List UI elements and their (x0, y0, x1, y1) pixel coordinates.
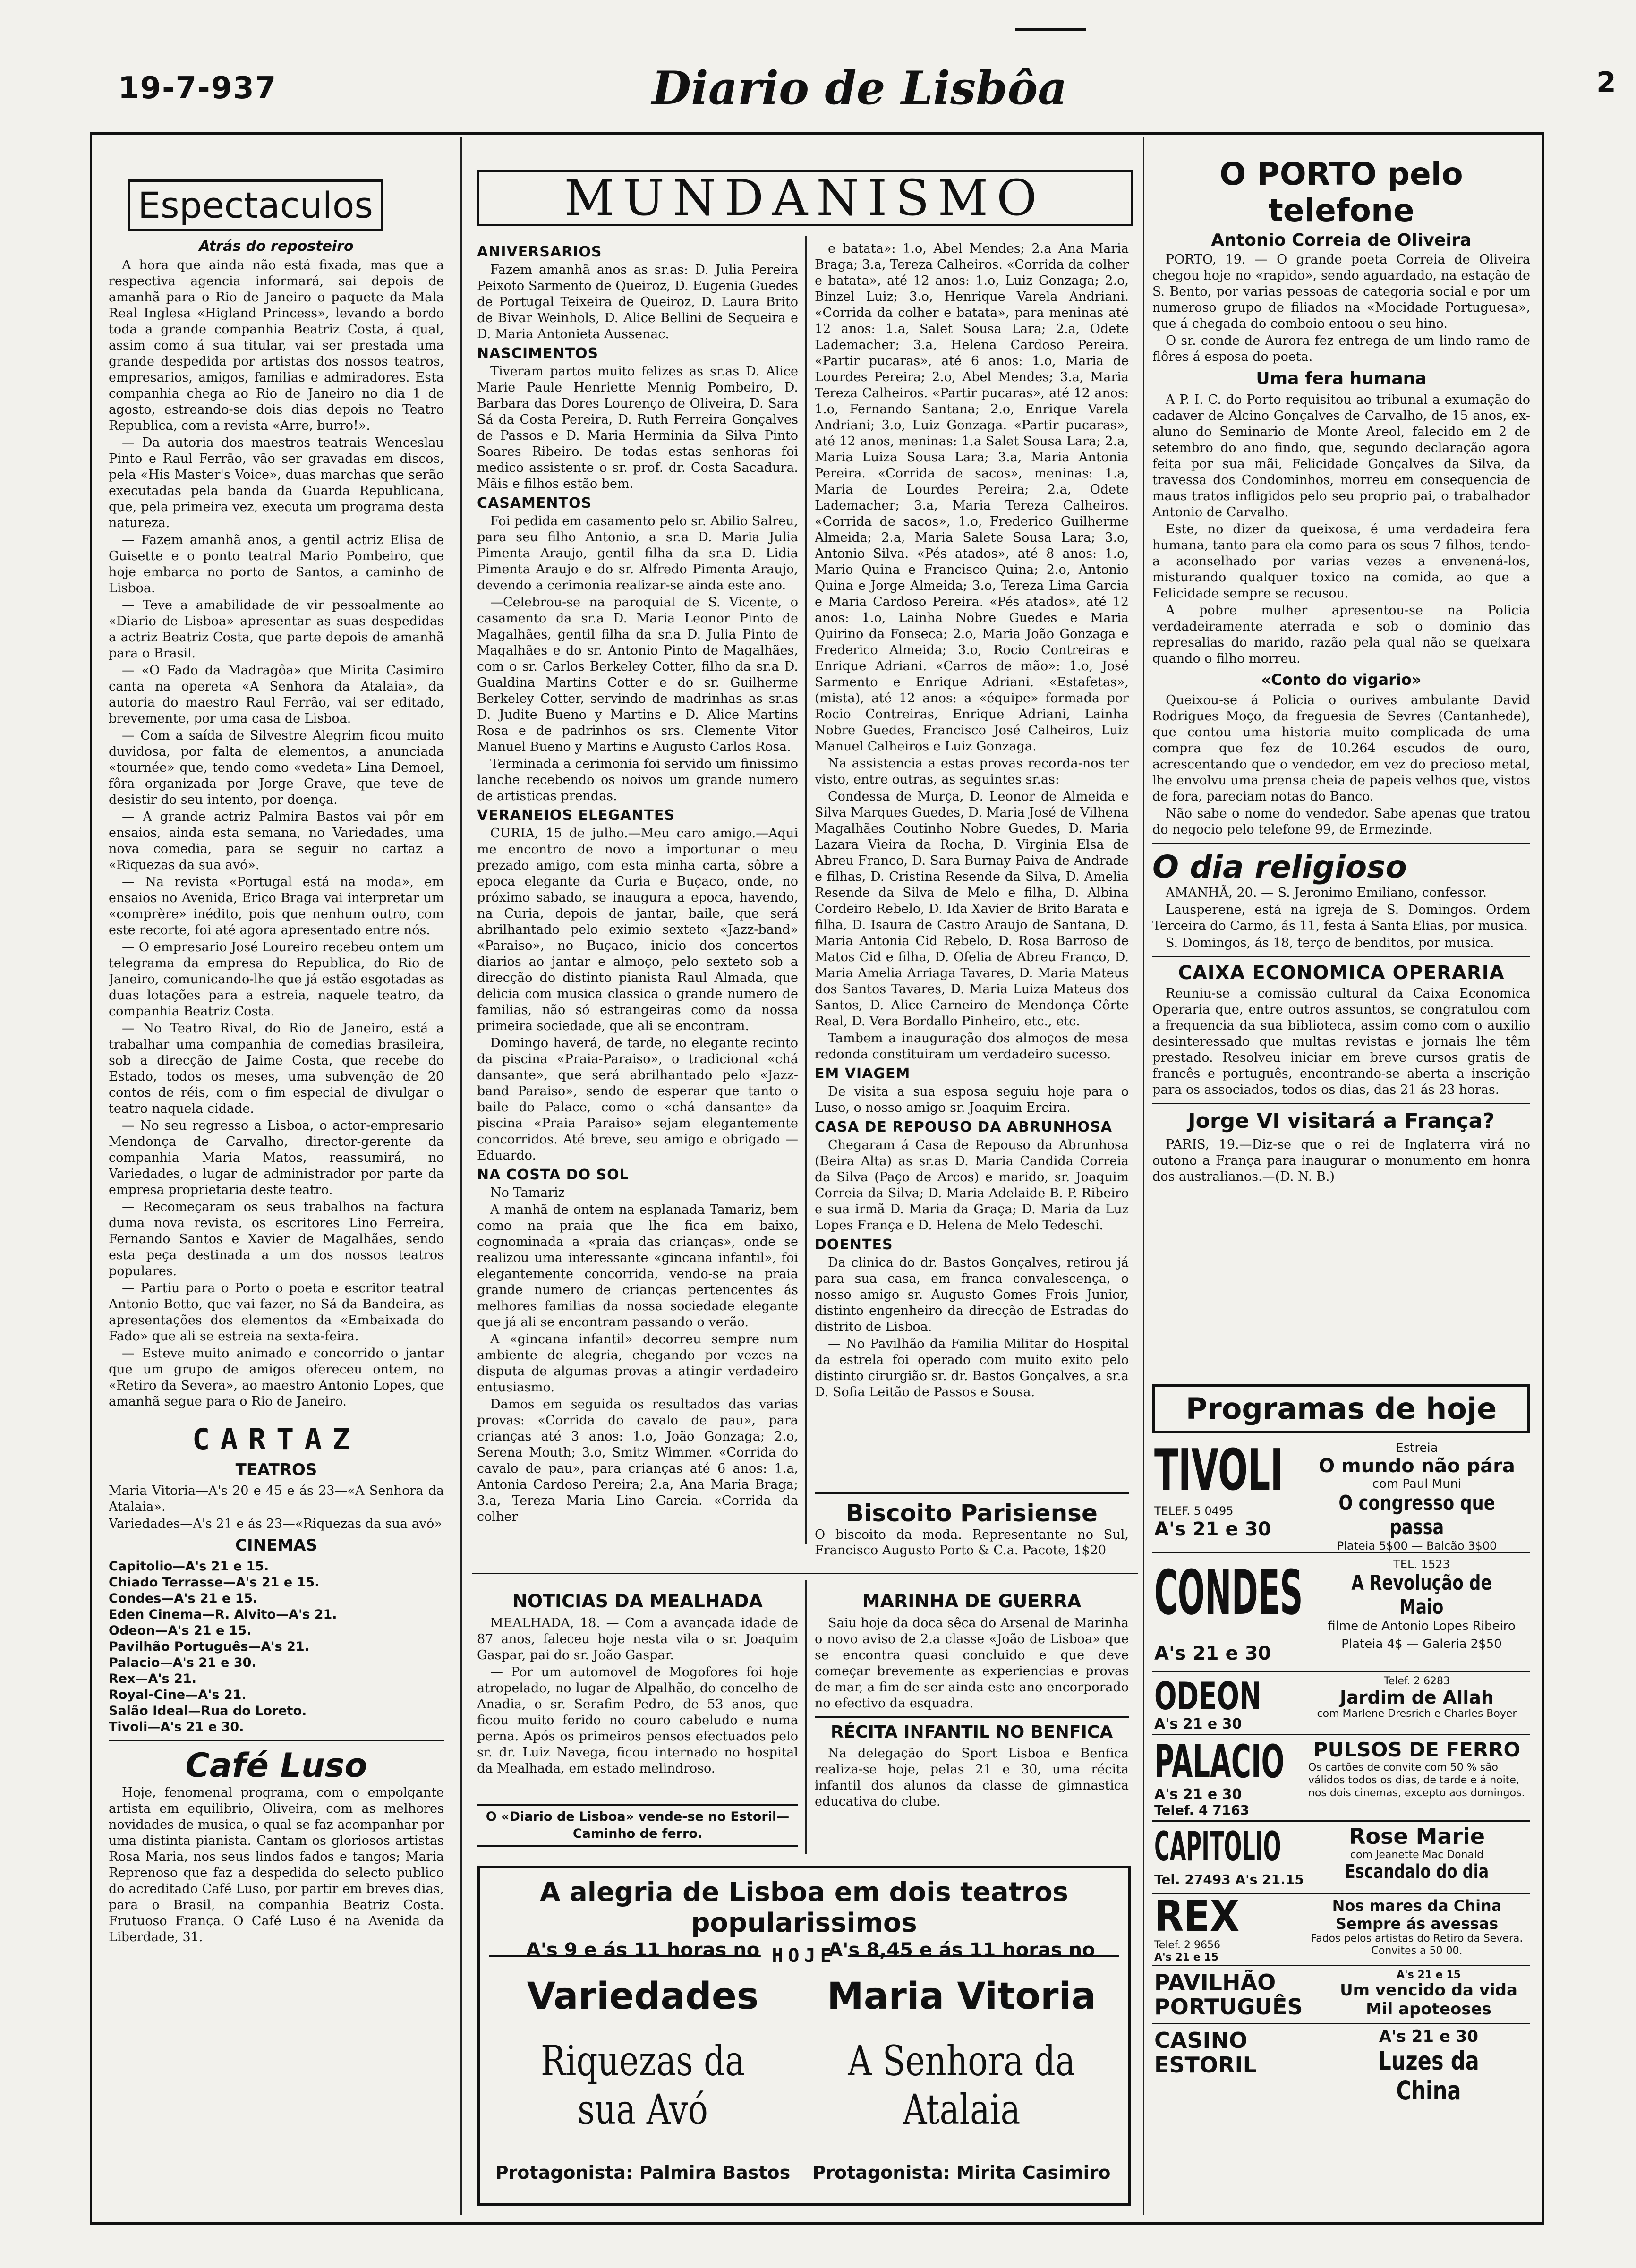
maria-vitoria-protagonist: Mirita Casimiro (956, 2162, 1111, 2183)
casino-name: CASINO ESTORIL (1154, 2028, 1257, 2078)
recita-title: RÉCITA INFANTIL NO BENFICA (830, 1722, 1113, 1742)
cartaz-teatro-item: Variedades—A's 21 e ás 23—«Riquezas da sua avó» (109, 1517, 442, 1531)
cinemas-list (109, 1559, 444, 1735)
condes-time: A's 21 e 30 (1154, 1643, 1271, 1664)
odeon-ad (1152, 1672, 1530, 1735)
espectaculos-title: Espectaculos (128, 179, 383, 231)
mundanismo-paragraph: Tiveram partos muito felizes as sr.as D. Alice Marie Paule Henriette Mennig Pombeiro, D. Barbara das Dores Lourenço de Oliveira, D. Sara Sá da Costa Pereira, D. Ruth Ferreira Gonçalves de Passos e D. Maria Herminia da Silva Pinto Soares Ribeiro. De todas estas senhoras foi medico assistente o sr. prof. dr. Costa Sacadura. Mãis e filhos estão bem. (477, 364, 798, 491)
espectaculos-paragraph: — O empresario José Loureiro recebeu ontem um telegrama da empresa do Republica, do Rio de Janeiro, comunicando-lhe que já estão esgotadas as duas lotações para a estreia, naquele teatro, da companhia Beatriz Costa. (109, 940, 444, 1019)
issue-date: 19-7-937 (118, 71, 277, 106)
porto-p3: A P. I. C. do Porto requisitou ao tribunal a exumação do cadaver de Alcino Gonçalves de Carvalho, de 15 anos, ex-aluno do Seminario de Monte Areol, falecido em 2 de setembro do ano findo, que, segundo declaração agora feita por sua mãi, Felicidade Gonçalves da Silva, da travessa dos Condominhos, morreu em consequencia de maus tratos infligidos pelo seu proprio pai, o trabalhador Antonio de Carvalho. (1152, 392, 1530, 520)
cartaz-cinema-item: Rex—A's 21. (109, 1671, 196, 1686)
cartaz-cinema-item: Capitolio—A's 21 e 15. (109, 1559, 269, 1574)
mundanismo-paragraph: Na assistencia a estas provas recorda-nos ter visto, entre outras, as seguintes sr.as: (815, 756, 1129, 787)
right-column (1152, 156, 1530, 1379)
porto-heading-3: «Conto do vigario» (1261, 671, 1422, 689)
divider (1152, 956, 1530, 957)
mundanismo-paragraph: Domingo haverá, de tarde, no elegante recinto da piscina «Praia-Paraiso», o tradicional «chá dansante», que será abrilhantado pelo «Jazz-band Paraiso», sendo de esperar que tanto o baile do Palace, como o «chá dansante» da piscina «Praia Paraiso» sejam elegantemente concorridos. Até breve, seu amigo e obrigado — Eduardo. (477, 1036, 798, 1163)
capitolio-name: CAPITOLIO (1154, 1823, 1281, 1870)
palacio-name: PALACIO (1154, 1735, 1285, 1788)
jorge-text: PARIS, 19.—Diz-se que o rei de Inglaterra virá no outono a França para inaugurar o monumento em honra dos australianos.—(D. N. B.) (1152, 1137, 1530, 1184)
palacio-text: Os cartões de convite com 50 % são válidos todos os dias, de tarde e á noite, nos dois cinemas, excepto aos domingos. (1308, 1762, 1525, 1799)
rex-film: Nos mares da China (1332, 1897, 1502, 1915)
maria-vitoria-name: Maria Vitoria (827, 1975, 1096, 2018)
porto-p1: PORTO, 19. — O grande poeta Correia de Oliveira chegou hoje no «rapido», sendo aguardado, na estação de S. Bento, por varias pessoas de categoria social e por um numeroso grupo de filiados na «Mocidade Portuguesa», que á chegada do comboio entoou o seu hino. (1152, 252, 1530, 331)
mundanismo-paragraph: No Tamariz (490, 1185, 565, 1200)
mundanismo-paragraph: Condessa de Murça, D. Leonor de Almeida e Silva Marques Guedes, D. Maria José de Vilhena Magalhães Coutinho Nobre Guedes, D. Maria Lazara Vieira da Rocha, D. Virginia Elsa de Abreu Franco, D. Sara Burnay Paiva de Andrade e filhas, D. Cristina Resende da Silva, D. Amelia Resende da Silva de Melo e filha, D. Albina Cordeiro Rebelo, D. Ida Xavier de Brito Barata e filha, D. Isaura de Castro Araujo de Santana, D. Maria Antonia Cid Rebelo, D. Rosa Barroso de Matos Cid e filha, D. Ofelia de Abreu Franco, D. Maria Amelia Arriaga Tavares, D. Maria Mateus dos Santos Tavares, D. Maria Luiza Mateus dos Santos, D. Alice Carneiro de Mendonça Côrte Real, D. Vera Bordallo Pinheiro, etc., etc. (815, 789, 1129, 1029)
espectaculos-paragraph: — Teve a amabilidade de vir pessoalmente ao «Diario de Lisboa» apresentar as suas despedidas a actriz Beatriz Costa, que parte depois de amanhã para o Brasil. (109, 598, 444, 661)
masthead-title: Diario de Lisbôa (652, 61, 1067, 115)
theatres-ad-headline: A alegria de Lisboa em dois teatros popularissimos (540, 1877, 1068, 1938)
espectaculos-paragraph: — Esteve muito animado e concorrido o jantar que um grupo de amigos ofereceu ontem, no «Retiro da Severa», ao maestro Antonio Lopes, que amanhã segue para o Rio de Janeiro. (109, 1346, 444, 1409)
variedades-protagonist-label: Protagonista: (495, 2162, 633, 2183)
variedades-time: A's 9 e ás 11 horas no (526, 1939, 760, 1961)
espectaculos-paragraph: — Partiu para o Porto o poeta e escritor teatral Antonio Botto, que vai fazer, no Sá da Bandeira, as apresentações dos elementos da «Embaixada do Fado» que ali se estreia na sexta-feira. (109, 1281, 444, 1344)
condes-tel: TEL. 1523 (1393, 1558, 1450, 1571)
espectaculos-paragraph: — Da autoria dos maestros teatrais Wenceslau Pinto e Raul Ferrão, vão ser gravadas em discos, pela «His Master's Voice», duas marchas que serão executadas pela banda da Guarda Republicana, que, pela primeira vez, executa um programa desta natureza. (109, 435, 444, 530)
marinha-title: MARINHA DE GUERRA (862, 1591, 1082, 1611)
porto-p6: Queixou-se á Policia o ourives ambulante David Rodrigues Moço, da freguesia de Sevres (Cantanhede), que contou uma historia muito complicada de uma compra que fez de 10.264 escudos de ouro, acrescentando que o vendedor, em vez do precioso metal, lhe envolvu uma prensa cheia de papeis velhos que, vistos de fora, pareciam notas do Banco. (1152, 693, 1530, 804)
mundanismo-paragraph: —Celebrou-se na paroquial de S. Vicente, o casamento da sr.a D. Maria Leonor Pinto de Magalhães, gentil filha da sr.a D. Julia Pinto de Magalhães e do sr. Antonio Pinto de Magalhães, com o sr. Carlos Berkeley Cotter, filho da sr.a D. Gualdina Martins Cotter e do sr. Guilherme Berkeley Cotter, servindo de madrinhas as sr.as D. Judite Bueno y Martins e D. Alice Martins Rosa e de padrinhos os srs. Clemente Vitor Manuel Bueno y Martins e Augusto Carlos Rosa. (477, 595, 798, 754)
divider (1152, 1103, 1530, 1104)
rex-tel: Telef. 2 9656 (1154, 1939, 1220, 1951)
casino-time: A's 21 e 30 (1379, 2027, 1479, 2046)
mundanismo-paragraph: Fazem amanhã anos as sr.as: D. Julia Pereira Peixoto Sarmento de Queiroz, D. Eugenia Guedes de Portugal Teixeira de Queiroz, D. Laura Brito de Bivar Weinhols, D. Alice Bellini de Sequeira e D. Maria Antonieta Aussenac. (477, 263, 798, 341)
maria-vitoria-time: A's 8,45 e ás 11 horas no (828, 1939, 1095, 1961)
mundanismo-section-heading: ANIVERSARIOS (477, 244, 602, 260)
cartaz-cinema-item: Eden Cinema—R. Alvito—A's 21. (109, 1607, 337, 1622)
cartaz-cinema-item: Odeon—A's 21 e 15. (109, 1623, 252, 1638)
palacio-film: PULSOS DE FERRO (1313, 1738, 1521, 1761)
teatros-list (109, 1483, 444, 1532)
mundanismo-section-heading: DOENTES (815, 1236, 893, 1253)
cartaz-title: CARTAZ (192, 1422, 360, 1457)
variedades-play: Riquezas da sua Avó (540, 2037, 745, 2134)
rex-name: REX (1154, 1892, 1240, 1941)
maria-vitoria-ad (806, 1939, 1117, 2183)
mundanismo-paragraph: Tambem a inauguração dos almoços de mesa redonda constituiram um verdadeiro sucesso. (815, 1031, 1129, 1062)
mundanismo-paragraph: — No Pavilhão da Familia Militar do Hospital da estrela foi operado com muito exito pelo distinto cirurgião sr. dr. Bastos Gonçalves, a sr.a D. Sofia Leitão de Passos e Sousa. (815, 1337, 1129, 1399)
capitolio-tel: Tel. 27493 (1154, 1872, 1231, 1887)
dia-religioso-p3: S. Domingos, ás 18, terço de benditos, por musica. (1166, 936, 1494, 950)
mundanismo-section-heading: CASA DE REPOUSO DA ABRUNHOSA (815, 1119, 1112, 1135)
cartaz-cinema-item: Salão Ideal—Rua do Loreto. (109, 1704, 307, 1718)
rex-time: A's 21 e 15 (1154, 1952, 1218, 1963)
porto-heading-2: Uma fera humana (1256, 369, 1427, 388)
condes-prices: Plateia 4$ — Galeria 2$50 (1341, 1637, 1502, 1651)
cartaz-cinema-item: Royal-Cine—A's 21. (109, 1688, 247, 1702)
mealhada-text: MEALHADA, 18. — Com a avançada idade de 87 anos, faleceu hoje nesta vila o sr. Joaquim Gaspar, pai do sr. João Gaspar. (477, 1616, 798, 1663)
espectaculos-column (109, 179, 444, 2206)
marinha-text: Saiu hoje da doca sêca do Arsenal de Marinha o novo aviso de 2.a classe «João de Lisboa» que se encontra quasi concluido e que deve começar brevemente as experiencias e provas de mar, a fim de ser ainda este ano encorporado no efectivo da esquadra. (815, 1616, 1129, 1711)
mealhada-title: NOTICIAS DA MEALHADA (512, 1591, 763, 1611)
teatros-heading: TEATROS (235, 1460, 317, 1479)
espectaculos-paragraph: — No seu regresso a Lisboa, o actor-empresario Mendonça de Carvalho, director-gerente da companhia Maria Matos, reassumirá, no Variedades, o lugar de administrador por parte da empresa proprietaria deste teatro. (109, 1118, 444, 1197)
odeon-film: Jardim de Allah (1340, 1687, 1494, 1708)
mundanismo-section-heading: NASCIMENTOS (477, 345, 599, 362)
cafe-luso-title: Café Luso (185, 1746, 367, 1785)
espectaculos-body (109, 257, 444, 1410)
cartaz-cinema-item: Condes—A's 21 e 15. (109, 1591, 258, 1606)
mundanismo-paragraph: De visita a sua esposa seguiu hoje para o Luso, o nosso amigo sr. Joaquim Ercira. (815, 1084, 1129, 1115)
condes-film: A Revolução de Maio (1351, 1571, 1492, 1619)
espectaculos-paragraph: — Na revista «Portugal está na moda», em ensaios no Avenida, Erico Braga vai interpretar um «comprère» inédito, pois que nenhum outro, com este recorte, foi até agora apresentado entre nós. (109, 875, 444, 938)
variedades-protagonist: Palmira Bastos (639, 2162, 791, 2183)
tivoli-time: A's 21 e 30 (1154, 1518, 1271, 1540)
porto-p5: A pobre mulher apresentou-se na Policia verdadeiramente aterrada e sob o dominio das represalias do marido, razão pela qual não se queixara quando o filho morreu. (1152, 603, 1530, 666)
mundanismo-section-heading: VERANEIOS ELEGANTES (477, 807, 675, 824)
capitolio-cast: com Jeanette Mac Donald (1350, 1849, 1484, 1861)
rex-ad (1152, 1894, 1530, 1966)
theatres-ad-hoje: HOJE (760, 1945, 847, 1967)
variedades-name: Variedades (527, 1975, 759, 2018)
dia-religioso-p2: Lausperene, está na igreja de S. Domingos. Ordem Terceira do Carmo, ás 11, festa á Santa Elias, por musica. (1152, 903, 1530, 933)
pavilhao-film: Um vencido da vida (1340, 1981, 1517, 2000)
jorge-title: Jorge VI visitará a França? (1188, 1109, 1495, 1133)
espectaculos-paragraph: A hora que ainda não está fixada, mas que a respectiva agencia informará, sai depois de amanhã para o Rio de Janeiro o paquete da Mala Real Inglesa «Higland Princess», levando a bordo toda a grande companhia Beatriz Costa, á qual, assim como á sua titular, vai ser prestada uma grande despedida por artistas dos nossos teatros, empresarios, amigos, familias e admiradores. Esta companhia chega ao Rio de Janeiro no dia 1 de agosto, estreando-se dois dias depois no Teatro Republica, com a revista «Arre, burro!». (109, 258, 444, 433)
espectaculos-paragraph: — «O Fado da Madragôa» que Mirita Casimiro canta na opereta «A Senhora da Atalaia», da autoria do maestro Raul Ferrão, vai ser editado, brevemente, por uma casa de Lisboa. (109, 663, 444, 726)
pavilhao-time: A's 21 e 15 (1397, 1969, 1461, 1981)
porto-byline: Antonio Correia de Oliveira (1211, 230, 1472, 250)
cartaz-cinema-item: Pavilhão Português—A's 21. (109, 1639, 309, 1654)
dia-religioso-title: O dia religioso (1152, 849, 1407, 885)
tivoli-tel: TELEF. 5 0495 (1154, 1504, 1234, 1518)
espectaculos-paragraph: — Com a saída de Silvestre Alegrim ficou muito duvidosa, por falta de elementos, a anunciada «tournée» que, tendo como «vedeta» Lina Demoel, fôra organizada por Jorge Grave, que teve de desistir do seu intento, por doença. (109, 728, 444, 807)
tivoli-name: TIVOLI (1154, 1438, 1284, 1503)
capitolio-ad (1152, 1822, 1530, 1894)
mundanismo-paragraph: e batata»: 1.o, Abel Mendes; 2.a Ana Maria Braga; 3.a, Tereza Calheiros. «Corrida da colher e batata», até 12 anos: 1.o, Luiz Gonzaga; 2.o, Binzel Luiz; 3.o, Henrique Varela Andriani. «Corrida da colher e batata», para meninas até 12 anos: 1.a, Salet Sousa Lara; 2.a, Odete Lademacher; 3.a, Helena Cardoso Pereira. «Partir pucaras», até 6 anos: 1.o, Maria de Lourdes Pereira; 2.o, Abel Mendes; 3.a, Maria Tereza Calheiros. «Partir pucaras», até 12 anos: 1.o, Fernando Santana; 2.o, Enrique Varela Andriani; 3.o, Luiz Gonzaga. «Partir pucaras», até 12 anos, meninas: 1.a Salet Sousa Lara; 2.a, Maria Luiza Sousa Lara; 3.a, Maria Antonia Pereira. «Corrida de sacos», meninas: 1.a, Maria de Lourdes Pereira; 2.a, Odete Lademacher; 3.a, Maria Tereza Calheiros. «Corrida de sacos», 1.o, Frederico Guilherme Almeida; 2.a, Maria Salete Sousa Lara; 3.o, Antonio Silva. «Pés atados», até 8 anos: 1.o, Mario Quina e Francisco Quina; 2.o, Antonio Quina e Jorge Almeida; 3.o, Tereza Lima Garcia e Maria Cardoso Pereira. «Pés atados», até 12 anos: 1.o, Lainha Nobre Guedes e Maria Quirino da Fonseca; 2.o, Maria João Gonzaga e Frederico Almeida; 3.o, Rocio Contreiras e Enrique Adriani. «Carros de mão»: 1.o, José Sarmento e Enrique Adriani. «Estafetas», (mista), até 12 anos: a «équipe» formada por Rocio Contreiras, Enrique Adriani, Lainha Nobre Guedes, Francisco José Calheiros, Luiz Manuel Calheiros e Luiz Gonzaga. (815, 241, 1129, 754)
odeon-time: A's 21 e 30 (1154, 1716, 1242, 1732)
odeon-tel: Telef. 2 6283 (1384, 1675, 1450, 1687)
mundanismo-paragraph: Da clinica do dr. Bastos Gonçalves, retirou já para sua casa, em franca convalescença, o nosso amigo sr. Augusto Gomes Frois Junior, distinto engenheiro da direcção de Estradas do distrito de Lisboa. (815, 1255, 1129, 1334)
tivoli-film-2: O congresso que passa (1338, 1491, 1495, 1539)
biscoito-title: Biscoito Parisiense (846, 1500, 1098, 1527)
espectaculos-subtitle: Atrás do reposteiro (199, 238, 354, 255)
mundanismo-title: MUNDANISMO (477, 170, 1133, 226)
recita-text: Na delegação do Sport Lisboa e Benfica realiza-se hoje, pelas 21 e 30, uma récita infantil dos alunos da classe de gimnastica educativa do clube. (815, 1746, 1129, 1809)
espectaculos-paragraph: — No Teatro Rival, do Rio de Janeiro, está a trabalhar uma companhia de comedias brasileira, sob a direcção de Jaime Costa, que recebe do Estado, todos os meses, uma subvenção de 20 contos de réis, com o fim especial de divulgar o teatro naquela cidade. (109, 1021, 444, 1116)
cartaz-teatro-item: Maria Vitoria—A's 20 e 45 e ás 23—«A Senhora da Atalaia». (109, 1484, 444, 1514)
mundanismo-section-heading: EM VIAGEM (815, 1066, 911, 1082)
dia-religioso-p1: AMANHÃ, 20. — S. Jeronimo Emiliano, confessor. (1166, 886, 1487, 900)
tivoli-prices: Plateia 5$00 — Balcão 3$00 (1337, 1539, 1497, 1552)
cartaz-cinema-item: Chiado Terrasse—A's 21 e 15. (109, 1575, 320, 1590)
condes-name: CONDES (1154, 1557, 1303, 1629)
tivoli-film: O mundo não pára (1319, 1455, 1515, 1477)
mundanismo-paragraph: Damos em seguida os resultados das varias provas: «Corrida do cavalo de pau», para crianças até 3 anos: 1.o, João Gonzaga; 2.o, Serena Mouth; 3.o, Smitz Wimmer. «Corrida do cavalo de pau», para crianças até 6 anos: 1.a, Antonia Cardoso Pereira; 2.a, Ana Maria Braga; 3.a, Tereza Maria Lino Garcia. «Corrida da colher (477, 1397, 798, 1524)
page-number: 2 (1596, 66, 1616, 99)
casino-film: Luzes da China (1378, 2046, 1479, 2106)
mundanismo-section-heading: CASAMENTOS (477, 495, 592, 512)
caixa-title: CAIXA ECONOMICA OPERARIA (1178, 962, 1505, 984)
mundanismo-paragraph: Terminada a cerimonia foi servido um finissimo lanche recebendo os noivos um grande numero de artisticas prendas. (477, 757, 798, 803)
cartaz-cinema-item: Palacio—A's 21 e 30. (109, 1655, 256, 1670)
theatres-ad (477, 1866, 1131, 2206)
pavilhao-ad (1152, 1966, 1530, 2024)
espectaculos-paragraph: — Fazem amanhã anos, a gentil actriz Elisa de Guisette e o ponto teatral Mario Pombeiro, que hoje embarca no porto de Santos, a caminho de Lisboa. (109, 533, 444, 596)
espectaculos-paragraph: — A grande actriz Palmira Bastos vai pôr em ensaios, ainda esta semana, no Variedades, uma nova comedia, para se seguir no cartaz a «Riquezas da sua avó». (109, 810, 444, 872)
capitolio-time: A's 21.15 (1235, 1872, 1304, 1887)
palacio-ad (1152, 1735, 1530, 1822)
odeon-name: ODEON (1154, 1674, 1261, 1718)
mundanismo-paragraph: CURIA, 15 de julho.—Meu caro amigo.—Aqui me encontro de novo a importunar o meu prezado amigo, com esta minha carta, sôbre a epoca elegante da Curia e Buçaco, onde, no próximo sabado, se inaugura a epoca, havendo, na Curia, depois de jantar, baile, que será abrilhantado pelo eximio sexteto «Jazz-band» «Paraiso», no Buçaco, inicio dos concertos diarios ao jantar e almoço, pelo sexteto sob a direcção do distinto pianista Raul Almada, que delicia com musica classica o grande numero de familias, não só estrangeiras como da nossa primeira sociedade, que ali se encontram. (477, 826, 798, 1033)
caixa-text: Reuniu-se a comissão cultural da Caixa Economica Operaria que, entre outros assuntos, se congratulou com a frequencia da sua biblioteca, assim como com o auxilio desinteressado que multas revistas e jornais lhe têm prestado. Resolveu iniciar em breve cursos gratis de francês e português, encontrando-se aberta a inscrição para os associados, todos os dias, das 21 ás 23 horas. (1152, 986, 1530, 1097)
tivoli-cast: com Paul Muni (1372, 1477, 1462, 1491)
casino-ad (1152, 2024, 1530, 2106)
marinha-article (815, 1587, 1129, 1842)
mundanismo-col1 (477, 241, 798, 1559)
rex-film-2: Sempre ás avessas (1335, 1915, 1499, 1933)
condes-credit: filme de Antonio Lopes Ribeiro (1328, 1619, 1516, 1633)
tivoli-estreia: Estreia (1396, 1441, 1438, 1455)
palacio-time: A's 21 e 30 (1154, 1786, 1242, 1803)
variedades-ad (489, 1939, 796, 2183)
odeon-cast: com Marlene Dresrich e Charles Boyer (1317, 1708, 1517, 1720)
cafe-luso-text: Hoje, fenomenal programa, com o empolgante artista em equilibrio, Oliveira, com as melhores novidades de musica, o qual se faz acompanhar por uma distinta pianista. Cantam os gloriosos artistas Rosa Maria, nos seus lindos fados e tangos; Maria Reprenoso que faz a despedida do selecto publico do acreditado Café Luso, por partir em breves dias, para o Brasil, na companhia Beatriz Costa. Frutuoso França. O Café Luso é na Avenida da Liberdade, 31. (109, 1785, 444, 1944)
mealhada-text-2: — Por um automovel de Mogofores foi hoje atropelado, no lugar de Alpalhão, do concelho de Anadia, o sr. Serafim Pedro, de 53 anos, que ficou muito ferido no couro cabeludo e numa perna. Após os primeiros pensos efectuados pelo sr. dr. Luiz Navega, ficou internado no hospital da Mealhada, em estado melindroso. (477, 1665, 798, 1776)
maria-vitoria-play: A Senhora da Atalaia (848, 2037, 1075, 2134)
column-rule (805, 1580, 807, 1854)
estoril-note: O «Diario de Lisboa» vende-se no Estoril—Caminho de ferro. (477, 1804, 798, 1847)
mundanismo-section-heading: NA COSTA DO SOL (477, 1167, 629, 1183)
divider (815, 1716, 1129, 1718)
palacio-tel: Telef. 4 7163 (1154, 1802, 1250, 1818)
pavilhao-film-2: Mil apoteoses (1366, 2000, 1491, 2019)
mundanismo-paragraph: Chegaram á Casa de Repouso da Abrunhosa (Beira Alta) as sr.as D. Maria Candida Correia da Silva (Paço de Arcos) e marido, sr. Joaquim Correia da Silva; D. Maria Adelaide B. P. Ribeiro e sua irmã D. Maria da Graça; D. Maria da Luz Lopes França e D. Helena de Melo Tedeschi. (815, 1138, 1129, 1233)
programas-block (1152, 1384, 1530, 2206)
mealhada-article (477, 1587, 798, 1795)
column-rule (1143, 137, 1144, 2215)
mundanismo-paragraph: Foi pedida em casamento pelo sr. Abilio Salreu, para seu filho Antonio, a sr.a D. Maria Julia Pimenta Araujo, gentil filha da sr.a D. Lidia Pimenta Araujo e do sr. Alfredo Pimenta Araujo, devendo a cerimonia realizar-se ainda este ano. (477, 514, 798, 593)
espectaculos-paragraph: — Recomeçaram os seus trabalhos na factura duma nova revista, os escritores Lino Ferreira, Fernando Santos e Xavier de Magalhães, sendo esta peça destinada a um dos nossos teatros populares. (109, 1200, 444, 1279)
mundanismo-paragraph: A manhã de ontem na esplanada Tamariz, bem como na praia que lhe fica em baixo, cognominada a «praia das crianças», onde se realizou uma interessante «gincana infantil», foi elegantemente concorrida, vendo-se na praia grande numero de crianças pertencentes ás melhores familias da nossa sociedade elegante que já ali se encontram passando o verão. (477, 1202, 798, 1330)
mundanismo-col2 (815, 241, 1129, 1488)
porto-title: O PORTO pelo telefone (1219, 156, 1463, 229)
masthead-mark (1015, 28, 1086, 31)
cartaz-cinema-item: Tivoli—A's 21 e 30. (109, 1720, 244, 1734)
porto-p2: O sr. conde de Aurora fez entrega de um lindo ramo de flôres á esposa do poeta. (1152, 333, 1530, 364)
capitolio-film: Rose Marie (1348, 1824, 1485, 1849)
cinemas-heading: CINEMAS (235, 1536, 317, 1555)
tivoli-ad (1152, 1433, 1530, 1553)
biscoito-text: O biscoito da moda. Representante no Sul, Francisco Augusto Porto & C.a. Pacote, 1$20 (815, 1527, 1129, 1558)
divider (472, 1573, 1138, 1574)
condes-ad (1152, 1553, 1530, 1672)
divider (1152, 843, 1530, 844)
mundanismo-paragraph: A «gincana infantil» decorreu sempre num ambiente de alegria, chegando por vezes na disputa de algumas provas a atingir verdadeiro entusiasmo. (477, 1332, 798, 1395)
porto-p4: Este, no dizer da queixosa, é uma verdadeira fera humana, tanto para ela como para os seus 7 filhos, tendo-a aconselhado por varias vezes a envenená-los, misturando qualquer toxico na comida, ao que a Felicidade sempre se recusou. (1152, 522, 1530, 601)
pavilhao-name: PAVILHÃO PORTUGUÊS (1154, 1970, 1303, 2020)
biscoito-ad (815, 1492, 1129, 1565)
maria-vitoria-protagonist-label: Protagonista: (812, 2162, 950, 2183)
column-rule (805, 236, 807, 1544)
column-rule (460, 137, 462, 2215)
porto-p7: Não sabe o nome do vendedor. Sabe apenas que tratou do negocio pelo telefone 99, de Ermezinde. (1152, 806, 1530, 837)
rex-text: Fados pelos artistas do Retiro da Severa. Convites a 50 00. (1311, 1933, 1523, 1957)
capitolio-film-2: Escandalo do dia (1345, 1861, 1489, 1883)
programas-title: Programas de hoje (1152, 1384, 1530, 1433)
divider (109, 1740, 444, 1741)
